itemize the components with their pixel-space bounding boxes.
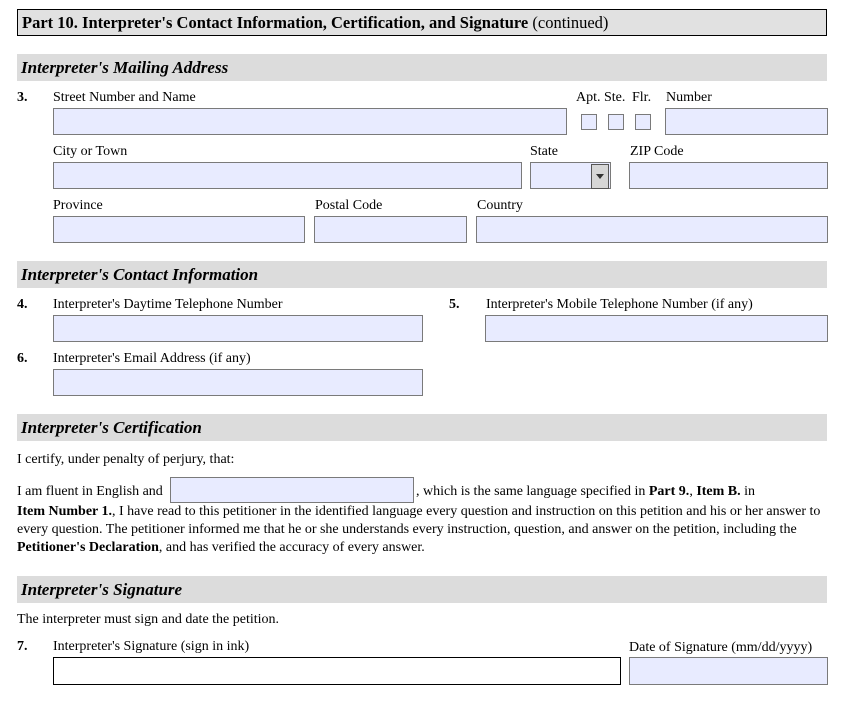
- item-3-number: 3.: [17, 90, 28, 105]
- mobile-phone-label: Interpreter's Mobile Telephone Number (if any): [486, 297, 753, 312]
- date-label: Date of Signature (mm/dd/yyyy): [629, 640, 813, 655]
- mailing-section-heading: Interpreter's Mailing Address: [17, 54, 827, 81]
- chevron-down-icon[interactable]: [591, 164, 609, 189]
- number-label: Number: [666, 90, 712, 105]
- flr-checkbox[interactable]: [635, 114, 651, 130]
- mobile-phone-input[interactable]: [485, 315, 828, 342]
- email-input[interactable]: [53, 369, 423, 396]
- flr-label: Flr.: [632, 90, 652, 105]
- province-label: Province: [53, 198, 103, 213]
- signature-box[interactable]: [53, 657, 621, 685]
- signature-section-heading: Interpreter's Signature: [17, 576, 827, 603]
- apt-checkbox[interactable]: [581, 114, 597, 130]
- fluent-prefix: I am fluent in English and: [17, 484, 163, 499]
- fluent-suffix-line: [416, 484, 755, 500]
- zip-label: ZIP Code: [630, 144, 684, 159]
- item-6-number: 6.: [17, 351, 28, 366]
- in-word: in: [744, 484, 756, 499]
- certification-section-heading: Interpreter's Certification: [17, 414, 827, 441]
- street-input[interactable]: [53, 108, 567, 135]
- contact-section-heading: Interpreter's Contact Information: [17, 261, 827, 288]
- part-header: [17, 9, 827, 36]
- apt-number-input[interactable]: [665, 108, 828, 135]
- language-input[interactable]: [170, 477, 414, 503]
- country-input[interactable]: [476, 216, 828, 243]
- apt-label: Apt.: [576, 90, 601, 105]
- state-label: State: [530, 144, 558, 159]
- country-label: Country: [477, 198, 523, 213]
- certification-paragraph: [17, 503, 832, 557]
- certify-text: I certify, under penalty of perjury, that:: [17, 452, 235, 467]
- ste-checkbox[interactable]: [608, 114, 624, 130]
- part-suffix: (continued): [532, 13, 609, 32]
- item-5-number: 5.: [449, 297, 460, 312]
- item-4-number: 4.: [17, 297, 28, 312]
- city-input[interactable]: [53, 162, 522, 189]
- province-input[interactable]: [53, 216, 305, 243]
- city-label: City or Town: [53, 144, 128, 159]
- petitioner-declaration-ref: Petitioner's Declaration: [17, 540, 159, 555]
- item-7-number: 7.: [17, 639, 28, 654]
- part-title: Part 10. Interpreter's Contact Information, Certification, and Signature: [22, 13, 529, 32]
- signature-label: Interpreter's Signature (sign in ink): [53, 639, 250, 654]
- state-select[interactable]: [530, 162, 611, 189]
- daytime-phone-input[interactable]: [53, 315, 423, 342]
- postal-code-input[interactable]: [314, 216, 467, 243]
- certification-body-2: , and has verified the accuracy of every answer.: [158, 540, 425, 555]
- item-number-1-ref: Item Number 1.: [17, 504, 113, 519]
- comma: ,: [689, 484, 693, 499]
- ste-label: Ste.: [604, 90, 626, 105]
- daytime-phone-label: Interpreter's Daytime Telephone Number: [53, 297, 283, 312]
- street-label: Street Number and Name: [53, 90, 196, 105]
- postal-code-label: Postal Code: [315, 198, 383, 213]
- signature-date-input[interactable]: [629, 657, 828, 685]
- zip-input[interactable]: [629, 162, 828, 189]
- email-label: Interpreter's Email Address (if any): [53, 351, 251, 366]
- signature-instruction: The interpreter must sign and date the petition.: [17, 612, 280, 627]
- certification-body-1: , I have read to this petitioner in the identified language every question and instruction on this petition and his or her answer to every question. The petitioner informed me that he or she understands every instruction, question, and answer on the petition, including the: [17, 504, 821, 537]
- fluent-suffix: , which is the same language specified in: [416, 484, 646, 499]
- part9-ref: Part 9.: [648, 484, 690, 499]
- item-b-ref: Item B.: [696, 484, 741, 499]
